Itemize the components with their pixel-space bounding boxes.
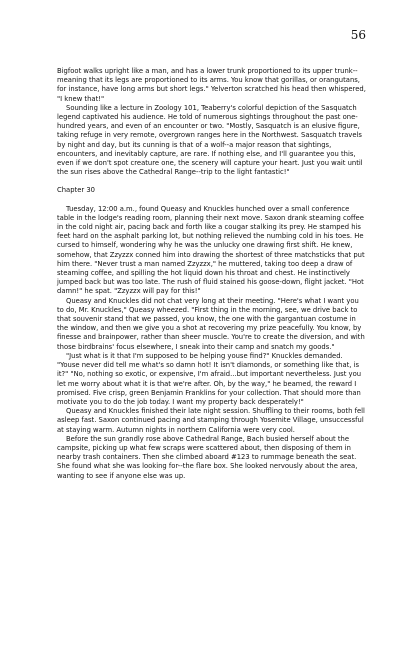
paragraph: Bigfoot walks upright like a man, and has a lower trunk proportioned to its upper trunk--meaning that its legs are proportioned to its arms. You know that gorillas, or orangutans, for instance, have long arms but short legs." Yelverton scratched his head then whispered, "I knew that!" [57, 67, 366, 103]
paragraph: Sounding like a lecture in Zoology 101, Teaberry's colorful depiction of the Sasquatch legend captivated his audience. He told of numerous sightings throughout the past one-hundred years, and even of an encounter or two. "Mostly, Sasquatch is an elusive figure, taking refuge in very remote, overgrown ranges here in the Northwest. Sasquatch travels by night and day, but its cunning is that of a wolf--a major reason that sightings, encounters, and inevitably capture, are rare. If nothing else, and I'll guarantee you this, even if we don't spot creature one, the scenery will capture your heart. Just you wait until the sun rises above the Cathedral Range--trip to the light fantastic!" [57, 103, 363, 177]
paragraph: "Just what is it that I'm supposed to be helping youse find?" Knuckles demanded. "Youse never did tell me what's so damn hot! It isn't diamonds, or something like that, is it?" "No, nothing so exotic, or expensive, I'm afraid...but important nevertheless. Just you let me worry about what it is that we're after. Oh, by the way," he beamed, the reward I promised. Five crisp, green Benjamin Franklins for your collection. That should more than motivate you to do the job today. I want my property back desperately!" [57, 351, 362, 406]
paragraph: Queasy and Knuckles did not chat very long at their meeting. "Here's what I want you to do, Mr. Knuckles," Queasy wheezed. "First thing in the morning, see, we drive back to that souvenir stand that we passed, you know, the one with the gargantuan costume in the window, and then we give you a shot at recovering my prize peacefully. You know, by finesse and brainpower, rather than sheer muscle. You're to create the diversion, and with those birdbrains' focus elsewhere, I sneak into their camp and snatch my goods." [57, 296, 365, 351]
page-number: 56 [350, 28, 366, 42]
paragraph: Tuesday, 12:00 a.m., found Queasy and Knuckles hunched over a small conference table in the lodge's reading room, planning their next move. Saxon drank steaming coffee in the cold night air, pacing back and forth like a cougar stalking its prey. He stamped his feet hard on the asphalt parking lot, but nothing relieved the numbing cold in his toes. He cursed to himself, wondering why he was the unlucky one drawing first shift. He knew, somehow, that Zzyzzx conned him into drawing the shortest of three matchsticks that put him there. "Never trust a man named Zzyzzx," he muttered, taking too deep a draw of steaming coffee, and spilling the hot liquid down his throat and chest. He instinctively jumped back but was too late. The rush of fluid stained his goose-down, flight jacket. "Hot damn!" he spat. "Zzyzzx will pay for this!" [57, 204, 365, 296]
paragraph: Before the sun grandly rose above Cathedral Range, Bach busied herself about the campsite, picking up what few scraps were scattered about, then disposing of them in nearby trash containers. Then she climbed aboard #123 to rummage beneath the seat. She found what she was looking for--the flare box. She looked nervously about the area, wanting to see if anyone else was up. [57, 434, 358, 480]
paragraph: Queasy and Knuckles finished their late night session. Shuffling to their rooms, both fell asleep fast. Saxon continued pacing and stamping through Yosemite Village, unsuccessful at staying warm. Autumn nights in northern California were very cool. [57, 407, 365, 434]
body-text [57, 67, 367, 481]
chapter-heading: Chapter 30 [57, 186, 95, 195]
